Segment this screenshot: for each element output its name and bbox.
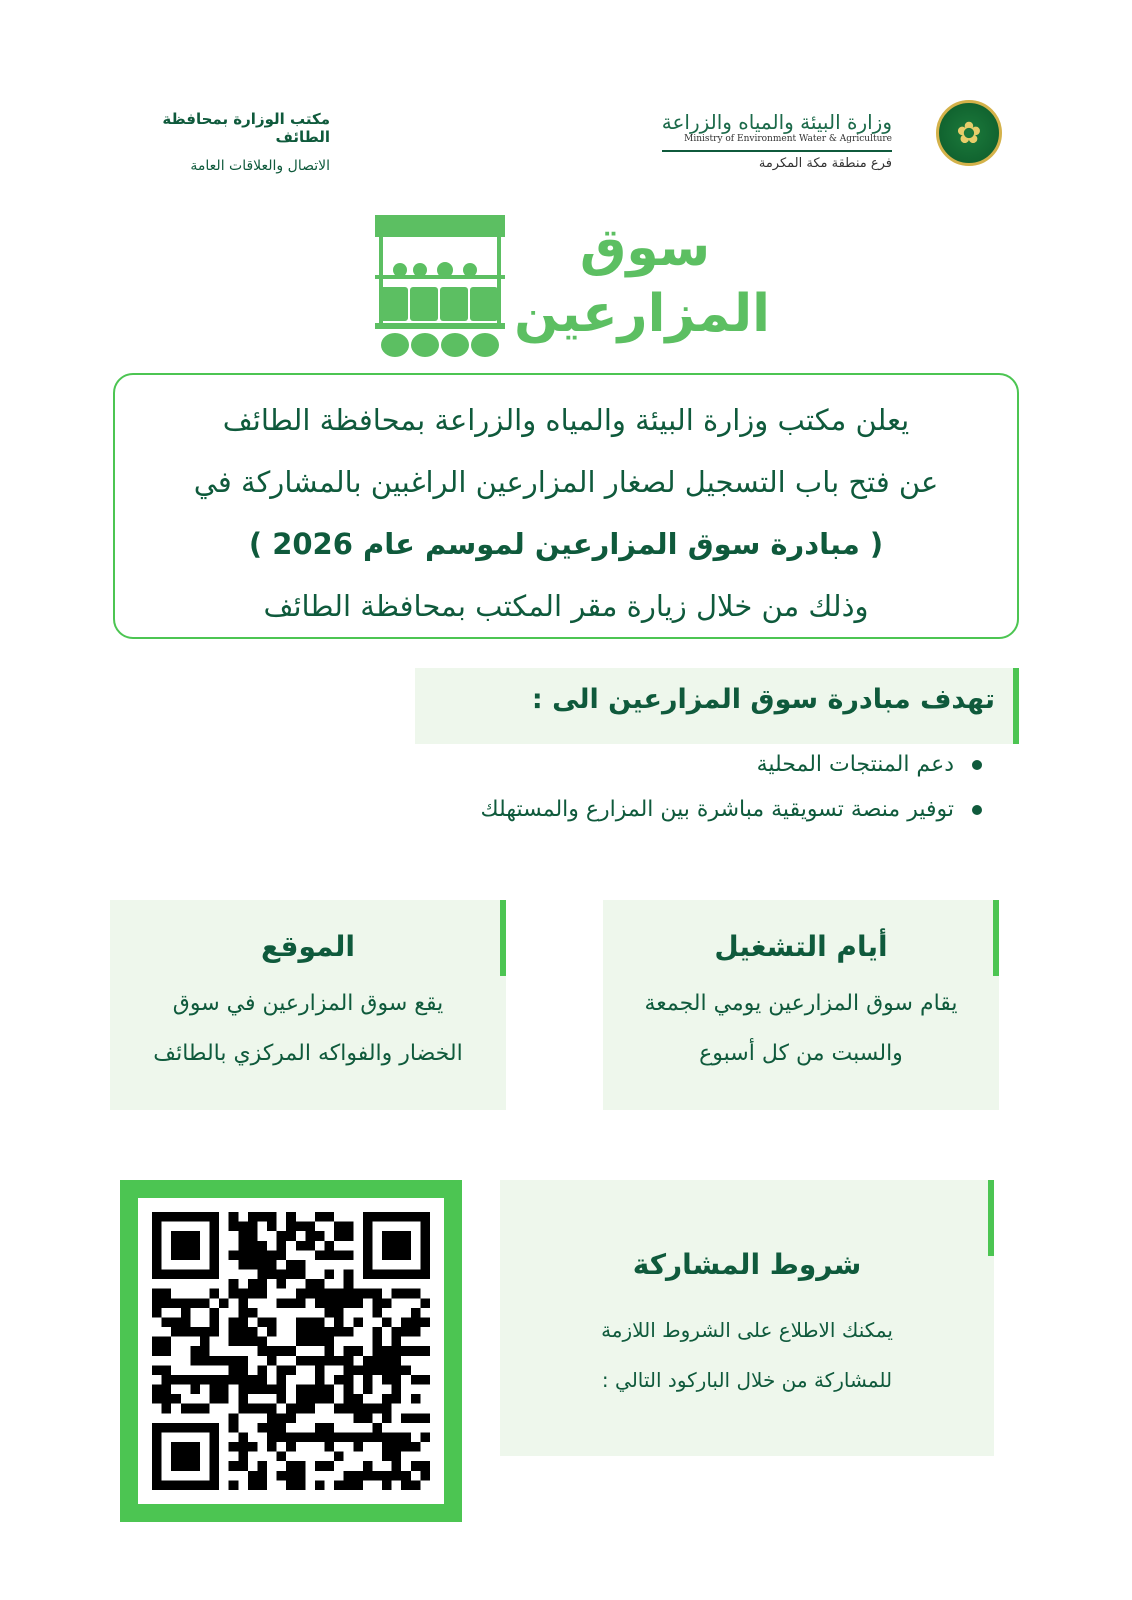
title-line-1: سوق	[579, 218, 711, 278]
office-name: مكتب الوزارة بمحافظة الطائف	[162, 110, 330, 146]
goal-item	[757, 752, 982, 777]
card-text: يقع سوق المزارعين في سوق	[172, 991, 444, 1016]
card-text: للمشاركة من خلال الباركود التالي :	[601, 1368, 893, 1392]
ministry-header	[662, 110, 892, 171]
location-card	[110, 900, 506, 1110]
accent-bar	[988, 1180, 994, 1256]
accent-bar	[993, 900, 999, 976]
branch-name: فرع منطقة مكة المكرمة	[758, 156, 892, 171]
ministry-name-ar: وزارة البيئة والمياه والزراعة	[661, 110, 892, 134]
card-text: الخضار والفواكه المركزي بالطائف	[153, 1041, 463, 1066]
card-text: يقام سوق المزارعين يومي الجمعة	[644, 991, 958, 1016]
announcement-line: عن فتح باب التسجيل لصغار المزارعين الراغبين بالمشاركة في	[193, 465, 939, 499]
card-heading: أيام التشغيل	[714, 930, 888, 963]
office-header	[110, 110, 330, 174]
department-name: الاتصال والعلاقات العامة	[190, 158, 330, 174]
announcement-line: ( مبادرة سوق المزارعين لموسم عام 2026 )	[248, 527, 884, 561]
page-title	[514, 215, 770, 347]
divider	[662, 150, 892, 152]
goal-text: توفير منصة تسويقية مباشرة بين المزارع والمستهلك	[480, 797, 954, 822]
goals-heading: تهدف مبادرة سوق المزارعين الى :	[415, 668, 1019, 744]
card-heading: شروط المشاركة	[632, 1248, 862, 1281]
bullet-icon	[972, 805, 982, 815]
operating-days-card	[603, 900, 999, 1110]
goal-item	[481, 797, 983, 822]
qr-code-icon	[152, 1212, 430, 1490]
announcement-line: يعلن مكتب وزارة البيئة والمياه والزراعة بمحافظة الطائف	[222, 403, 910, 437]
accent-bar	[500, 900, 506, 976]
goal-text: دعم المنتجات المحلية	[756, 752, 954, 777]
card-text: والسبت من كل أسبوع	[699, 1041, 903, 1066]
ministry-logo: ✿	[936, 100, 1002, 166]
title-line-2: المزارعين	[514, 284, 770, 344]
market-stall-icon	[375, 215, 505, 360]
card-text: يمكنك الاطلاع على الشروط اللازمة	[601, 1318, 893, 1342]
card-heading: الموقع	[261, 930, 355, 963]
ministry-name-en: Ministry of Environment Water & Agriculture	[684, 134, 892, 144]
bullet-icon	[972, 760, 982, 770]
qr-code[interactable]	[120, 1180, 462, 1522]
conditions-card	[500, 1180, 994, 1456]
announcement-line: وذلك من خلال زيارة مقر المكتب بمحافظة الطائف	[263, 589, 869, 623]
announcement-box	[113, 373, 1019, 639]
